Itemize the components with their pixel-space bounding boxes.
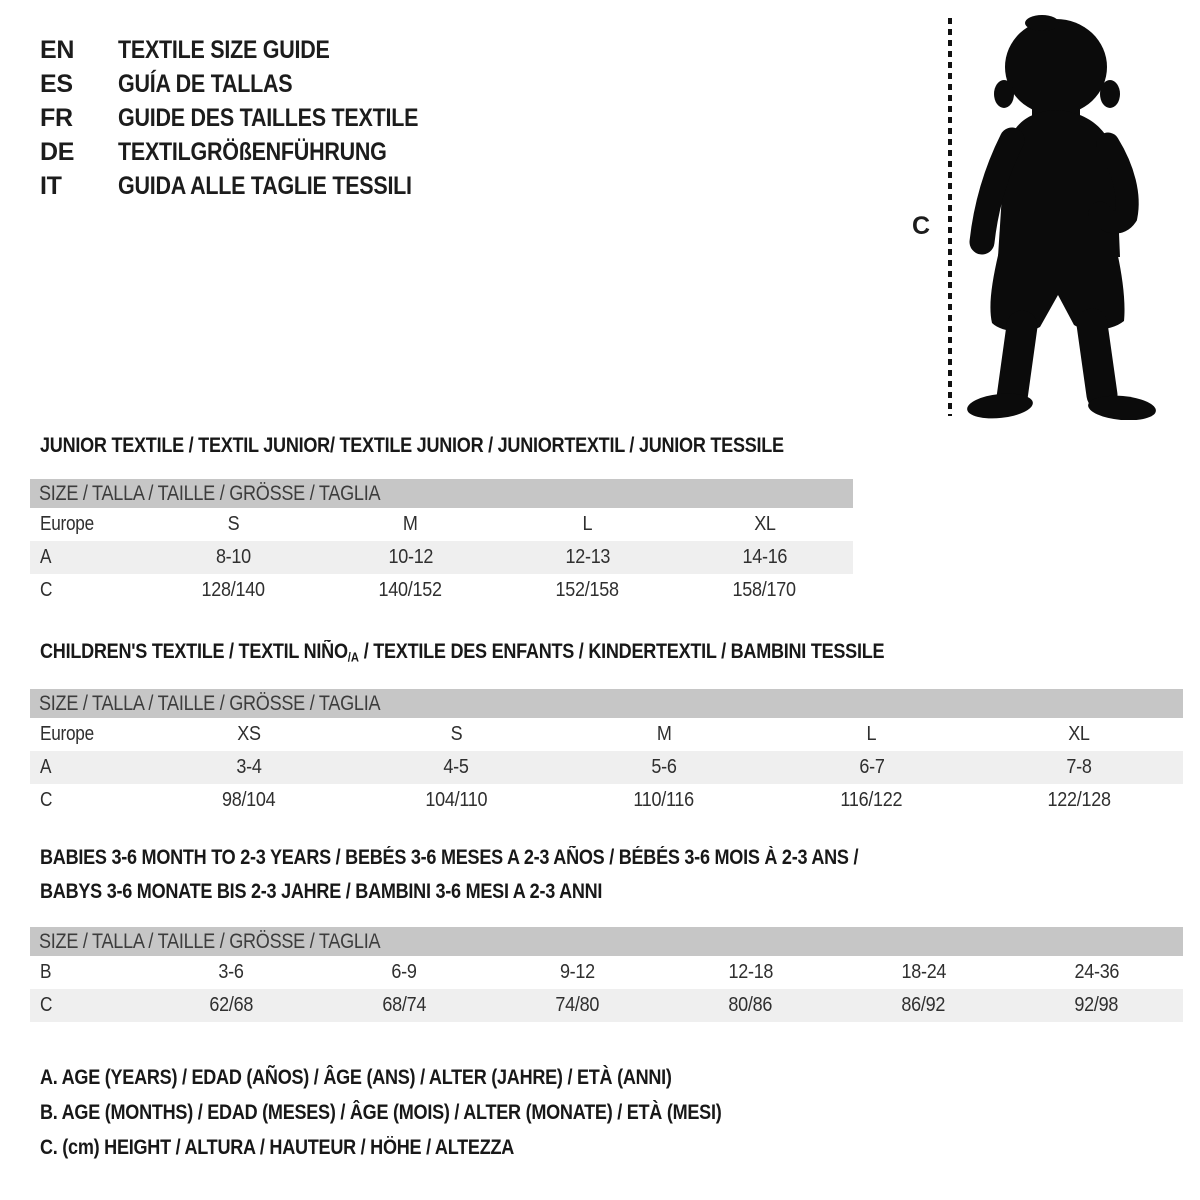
table-row-age [30, 751, 1183, 784]
height-cell: 104/110 [425, 789, 488, 811]
table-row-height [30, 989, 1183, 1022]
language-row-fr [40, 101, 467, 135]
legend-line-c: C. (cm) HEIGHT / ALTURA / HAUTEUR / HÖHE / ALTEZZA [40, 1136, 515, 1159]
guide-title-en: TEXTILE SIZE GUIDE [118, 35, 330, 64]
row-label: C [40, 789, 53, 811]
table-row-months [30, 956, 1183, 989]
size-cell: XL [753, 513, 776, 535]
size-cell: XL [1068, 723, 1090, 745]
table-row-age [30, 541, 853, 574]
age-cell: 12-18 [728, 961, 773, 983]
children-size-table [30, 689, 1183, 817]
row-label: C [40, 579, 53, 601]
language-code: EN [40, 35, 75, 64]
children-section-title: CHILDREN'S TEXTILE / TEXTIL NIÑO/A / TEXTILE DES ENFANTS / KINDERTEXTIL / BAMBINI TESSILE [40, 640, 885, 665]
row-label: Europe [40, 723, 94, 745]
height-cell: 128/140 [201, 579, 266, 601]
row-label: A [40, 756, 52, 778]
height-cell: 62/68 [209, 994, 254, 1016]
height-cell: 122/128 [1047, 789, 1111, 811]
height-cell: 158/170 [732, 579, 797, 601]
language-row-es [40, 67, 467, 101]
measurement-legend [40, 1066, 832, 1171]
language-code: ES [40, 69, 73, 98]
age-cell: 4-5 [443, 756, 469, 778]
legend-line-b: B. AGE (MONTHS) / EDAD (MESES) / ÂGE (MOIS) / ALTER (MONATE) / ETÀ (MESI) [40, 1101, 722, 1124]
guide-title-es: GUÍA DE TALLAS [118, 69, 293, 98]
table-row-europe [30, 718, 1183, 751]
size-cell: S [450, 723, 463, 745]
size-header-bar [30, 689, 1183, 718]
height-measure-label: C [912, 212, 930, 240]
size-cell: L [866, 723, 877, 745]
height-cell: 152/158 [555, 579, 620, 601]
junior-size-table [30, 479, 853, 607]
height-cell: 80/86 [728, 994, 773, 1016]
language-code: DE [40, 137, 75, 166]
size-header-bar [30, 479, 853, 508]
row-label: C [40, 994, 53, 1016]
age-cell: 14-16 [742, 546, 787, 568]
row-label: B [40, 961, 52, 983]
size-header-bar [30, 927, 1183, 956]
height-cell: 116/122 [840, 789, 903, 811]
language-row-it [40, 169, 467, 203]
age-cell: 18-24 [901, 961, 946, 983]
age-cell: 9-12 [560, 961, 595, 983]
height-cell: 140/152 [378, 579, 443, 601]
language-code: IT [40, 171, 62, 200]
size-header-label: SIZE / TALLA / TAILLE / GRÖSSE / TAGLIA [39, 929, 381, 953]
guide-title-fr: GUIDE DES TAILLES TEXTILE [118, 103, 419, 132]
age-cell: 6-7 [858, 756, 885, 778]
legend-line-a: A. AGE (YEARS) / EDAD (AÑOS) / ÂGE (ANS) / ALTER (JAHRE) / ETÀ (ANNI) [40, 1066, 672, 1089]
language-title-list [40, 33, 467, 203]
height-cell: 74/80 [555, 994, 600, 1016]
junior-section-title: JUNIOR TEXTILE / TEXTIL JUNIOR/ TEXTILE JUNIOR / JUNIORTEXTIL / JUNIOR TESSILE [40, 434, 784, 457]
language-row-de [40, 135, 467, 169]
nino-a-subscript: /A [347, 649, 359, 665]
size-cell: M [403, 513, 418, 535]
height-cell: 92/98 [1074, 994, 1119, 1016]
babies-size-table [30, 927, 1183, 1022]
babies-section-title: BABIES 3-6 MONTH TO 2-3 YEARS / BEBÉS 3-6 MESES A 2-3 AÑOS / BÉBÉS 3-6 MOIS À 2-3 ANS / BABYS 3-6 MONATE BIS 2-3 JAHRE / BAMBINI 3-6 MESI A 2-3 ANNI [40, 846, 859, 903]
age-cell: 8-10 [216, 546, 251, 568]
guide-title-it: GUIDA ALLE TAGLIE TESSILI [118, 171, 412, 200]
size-cell: S [227, 513, 240, 535]
language-row-en [40, 33, 467, 67]
table-row-height [30, 574, 853, 607]
table-row-europe [30, 508, 853, 541]
size-cell: L [582, 513, 593, 535]
age-cell: 3-4 [236, 756, 262, 778]
size-cell: M [656, 723, 672, 745]
age-cell: 10-12 [388, 546, 433, 568]
height-cell: 98/104 [222, 789, 276, 811]
height-cell: 110/116 [633, 789, 695, 811]
row-label: A [40, 546, 52, 568]
age-cell: 7-8 [1066, 756, 1092, 778]
size-cell: XS [237, 723, 261, 745]
height-cell: 68/74 [382, 994, 427, 1016]
age-cell: 5-6 [651, 756, 677, 778]
age-cell: 24-36 [1074, 961, 1119, 983]
age-cell: 12-13 [565, 546, 610, 568]
guide-title-de: TEXTILGRÖßENFÜHRUNG [118, 137, 387, 166]
height-cell: 86/92 [901, 994, 946, 1016]
size-header-label: SIZE / TALLA / TAILLE / GRÖSSE / TAGLIA [39, 481, 381, 505]
table-row-height [30, 784, 1183, 817]
toddler-silhouette [950, 10, 1170, 420]
language-code: FR [40, 103, 73, 132]
row-label: Europe [40, 513, 94, 535]
age-cell: 6-9 [391, 961, 418, 983]
age-cell: 3-6 [218, 961, 245, 983]
size-header-label: SIZE / TALLA / TAILLE / GRÖSSE / TAGLIA [39, 691, 381, 715]
